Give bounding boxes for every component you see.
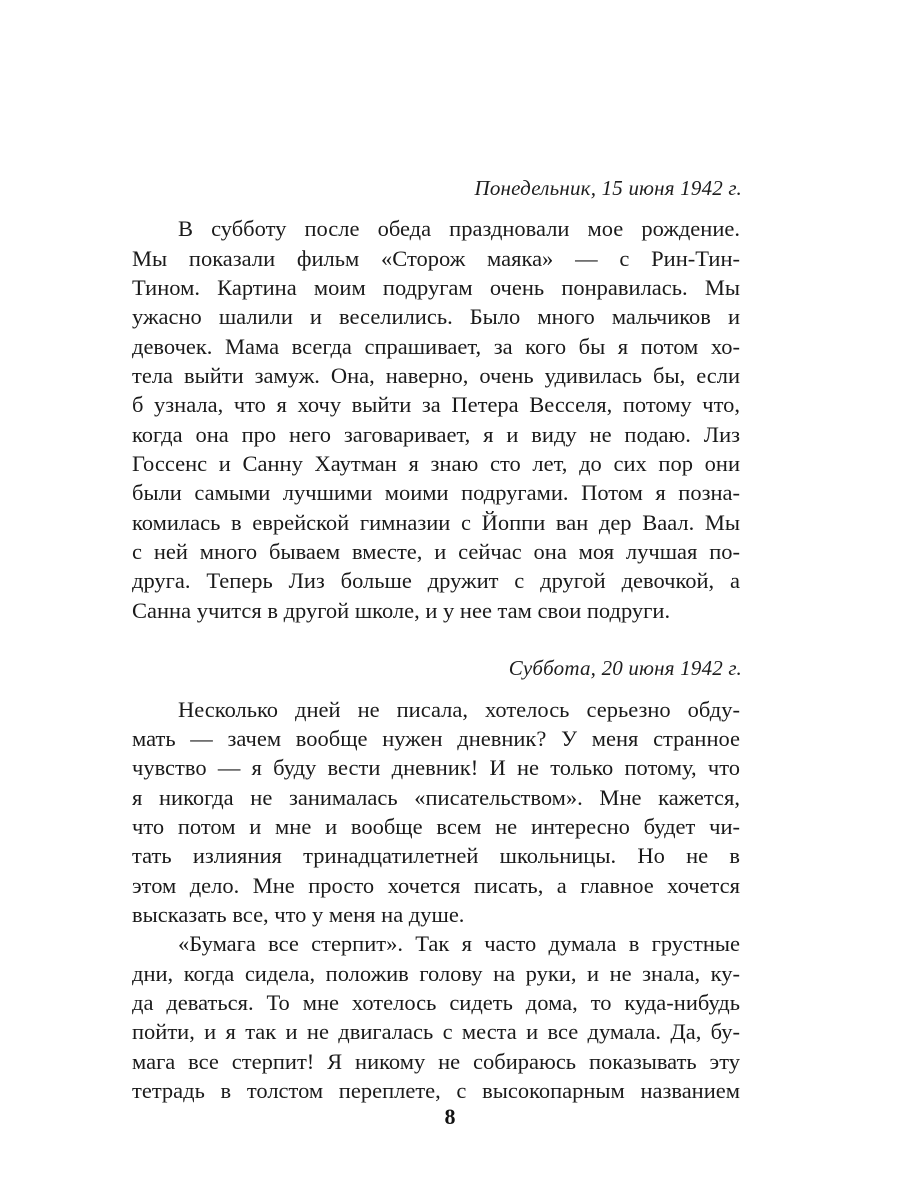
text-line: да деваться. То мне хотелось сидеть дома, то куда-нибудь: [132, 990, 740, 1015]
text-line: тать излияния тринадцатилетней школьницы. Но не в: [132, 843, 740, 868]
text-line: мага все стерпит! Я никому не собираюсь показывать эту: [132, 1049, 740, 1074]
text-line: когда она про него заговаривает, я и виду не подаю. Лиз: [132, 422, 740, 447]
text-line: были самыми лучшими моими подругами. Потом я позна-: [132, 480, 740, 505]
text-line: чувство — я буду вести дневник! И не только потому, что: [132, 755, 740, 780]
text-line: мать — зачем вообще нужен дневник? У меня странное: [132, 726, 740, 751]
text-line: б узнала, что я хочу выйти за Петера Весселя, потому что,: [132, 392, 740, 417]
diary-entry-date: Понедельник, 15 июня 1942 г.: [474, 176, 742, 200]
text-line: Госсенс и Санну Хаутман я знаю сто лет, до сих пор они: [132, 451, 740, 476]
text-line: с ней много бываем вместе, и сейчас она моя лучшая по-: [132, 539, 740, 564]
text-line: что потом и мне и вообще всем не интересно будет чи-: [132, 814, 740, 839]
page-number: 8: [444, 1104, 456, 1129]
text-line: Санна учится в другой школе, и у нее там свои подруги.: [132, 598, 671, 623]
text-line: этом дело. Мне просто хочется писать, а главное хочется: [132, 873, 740, 898]
text-line: В субботу после обеда праздновали мое рождение.: [178, 216, 740, 241]
text-line: я никогда не занималась «писательством». Мне кажется,: [132, 785, 740, 810]
text-line: Тином. Картина моим подругам очень понравилась. Мы: [132, 275, 740, 300]
text-line: тетрадь в толстом переплете, с высокопарным названием: [132, 1078, 740, 1103]
text-line: «Бумага все стерпит». Так я часто думала в грустные: [178, 931, 740, 956]
text-line: ужасно шалили и веселились. Было много мальчиков и: [132, 304, 740, 329]
diary-entry-date: Суббота, 20 июня 1942 г.: [508, 656, 742, 680]
text-line: девочек. Мама всегда спрашивает, за кого бы я потом хо-: [132, 334, 740, 359]
text-line: тела выйти замуж. Она, наверно, очень удивилась бы, если: [132, 363, 740, 388]
text-line: высказать все, что у меня на душе.: [132, 902, 465, 927]
text-line: Несколько дней не писала, хотелось серьезно обду-: [178, 697, 740, 722]
text-line: дни, когда сидела, положив голову на руки, и не знала, ку-: [132, 961, 740, 986]
text-line: комилась в еврейской гимназии с Йоппи ван дер Ваал. Мы: [132, 510, 740, 535]
text-line: Мы показали фильм «Сторож маяка» — с Рин-Тин-: [132, 246, 740, 271]
text-line: пойти, и я так и не двигалась с места и все думала. Да, бу-: [132, 1019, 740, 1044]
text-line: друга. Теперь Лиз больше дружит с другой девочкой, а: [132, 568, 740, 593]
